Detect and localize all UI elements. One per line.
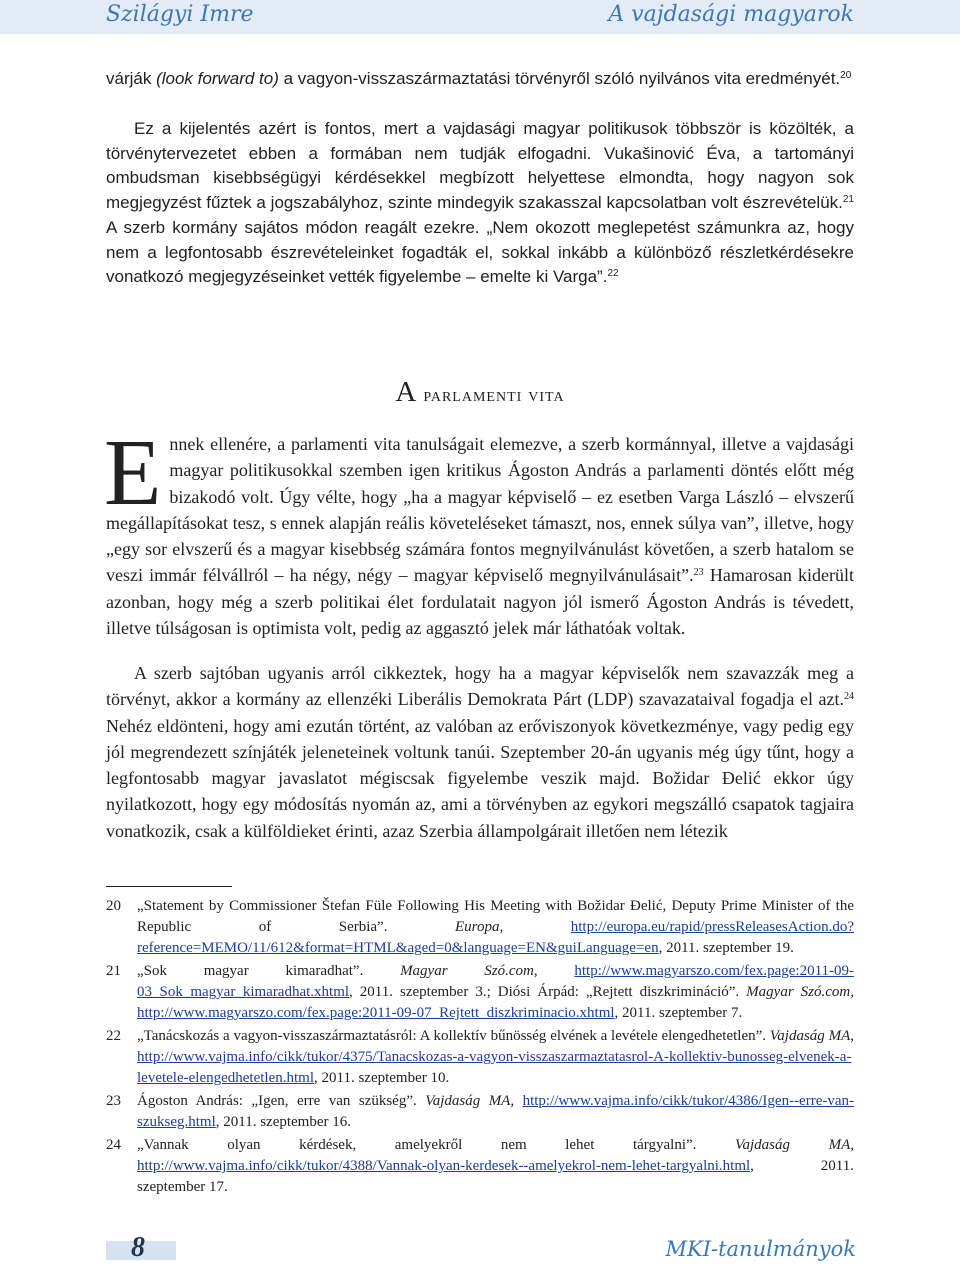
page-number: 8 [131,1232,145,1263]
footnote-22-link[interactable]: http://www.vajma.info/cikk/tukor/4375/Tanacskozas-a-vagyon-visszaszarmaztatasrol-A-kollektiv-bunosseg-elvenek-a-levetele-elengedhetetlen.html [137,1049,852,1086]
header-title: A vajdasági magyarok [608,2,854,27]
footnote-divider [106,886,232,887]
footnotes [106,896,854,1200]
footnote-ref-20[interactable]: 20 [840,70,852,81]
footnote-22: 22 „Tanácskozás a vagyon-visszaszármaztatásról: A kollektív bűnösség elvének a levétele elengedhetetlen”. Vajdaság MA, http://www.vajma.info/cikk/tukor/4375/Tanacskozas-a-vagyon-visszaszarmaztatasrol-A-kollektiv-bunosseg-elvenek-a-levetele-elengedhetetlen.html, 2011. szeptember 10. [106,1028,854,1086]
footnote-ref-24[interactable]: 24 [844,691,854,703]
footnote-23: 23 Ágoston András: „Igen, erre van szükség”. Vajdaság MA, http://www.vajma.info/cikk/tukor/4386/Igen--erre-van-szukseg.html, 2011. szeptember 16. [106,1093,855,1130]
paragraph-1: várják (look forward to) a vagyon-visszaszármaztatási törvényről szóló nyilvános vita eredményét.$^{20}$ [106,69,852,88]
paragraph-4: A szerb sajtóban ugyanis arról cikkeztek, hogy ha a magyar képviselők nem szavazzák meg a törvényt, akkor a kormány az ellenzéki Liberális Demokrata Párt (LDP) szavazataival fogadja el azt.$^{24}$ Nehéz eldönteni, hogy ami ezután történt, az valóban az erőviszonyok következménye, vagy pedig egy jól megrendezett színjáték jeleneteinek voltunk tanúi. Szeptember 20-án ugyanis még úgy tűnt, hogy a legfontosabb magyar javaslatot mégiscsak figyelembe veszik majd. Božidar Đelić ekkor úgy nyilatkozott, hogy egy módosítás nyomán az, ami a törvényben az egykori megszálló csapatok tagjaira vonatkozik, csak a külföldieket érinti, azaz Szerbia állampolgárait illetően nem létezik [106,663,854,841]
footer-publisher: MKI-tanulmányok [665,1237,856,1261]
footnote-ref-22[interactable]: 22 [607,268,619,280]
footnote-21: 21 „Sok magyar kimaradhat”. Magyar Szó.com, http://www.magyarszo.com/fex.page:2011-09-03_Sok_magyar_kimaradhat.xhtml, 2011. szeptember 3.; Diósi Árpád: „Rejtett diszkrimináció”. Magyar Szó.com, http://www.magyarszo.com/fex.page:2011-09-07_Rejtett_diszkriminacio.xhtml, 2011. szeptember 7. [106,963,855,1021]
footnote-21-link[interactable]: http://www.magyarszo.com/fex.page:2011-09-03_Sok_magyar_kimaradhat.xhtml [137,963,855,1000]
footnote-24-link[interactable]: http://www.vajma.info/cikk/tukor/4388/Vannak-olyan-kerdesek--amelyekrol-nem-lehet-targyalni.html [137,1158,751,1174]
paragraph-2: Ez a kijelentés azért is fontos, mert a vajdasági magyar politikusok többször is közölték, a törvénytervezetet ebben a formában nem tudják elfogadni. Vukašinović Éva, a tartományi ombudsman kisebbségügyi kérdésekkel megbízott helyettese elmondta, hogy nagyon sok megjegyzést fűztek a jogszabályhoz, szinte mindegyik szakasszal kapcsolatban volt észrevételük.$^{21}$ A szerb kormány sajátos módon reagált ezekre. „Nem okozott meglepetést számunkra az, hogy nem a legfontosabb észrevételeinket fogadták el, sokkal inkább a különböző részletkérdésekre vonatkozó megjegyzéseinket vették figyelembe – emelte ki Varga”.$^{22}$ [106,119,854,287]
footnote-24: 24 „Vannak olyan kérdések, amelyekről nem lehet tárgyalni”. Vajdaság MA, http://www.vajma.info/cikk/tukor/4388/Vannak-olyan-kerdesek--amelyekrol-nem-lehet-targyalni.html, 2011. szeptember 17. [106,1137,854,1195]
paragraph-3: Ennek ellenére, a parlamenti vita tanulságait elemezve, a szerb kormánnyal, illetve a vajdasági magyar politikusokkal szemben igen kritikus Ágoston András a parlamenti döntés előtt még bizakodó volt. Úgy vélte, hogy „ha a magyar képviselő – ez esetben Varga László – elvszerű megállapításokat tesz, s ennek alapján reális követeléseket támaszt, nos, ennek súlya van”, illetve, hogy „egy sor elvszerű és a magyar kisebbség számára fontos megnyilvánulást követően, a szerb hatalom se veszi immár félvállról – ha négy, négy – magyar képviselő megnyilvánulásait”.$^{23}$ Hamarosan kiderült azonban, hogy még a szerb politikai élet fordulatait nagyon jól ismerő Ágoston András is tévedett, illetve túlságosan is optimista volt, pedig az aggasztó jelek már láthatóak voltak. [104,421,855,639]
footnote-21-link-2[interactable]: http://www.magyarszo.com/fex.page:2011-09-07_Rejtett_diszkriminacio.xhtml [137,1005,615,1021]
footnote-23-link[interactable]: http://www.vajma.info/cikk/tukor/4386/Igen--erre-van-szukseg.html [137,1093,855,1130]
footnote-20: 20 „Statement by Commissioner Štefan Füle Following His Meeting with Božidar Đelić, Deputy Prime Minister of the Republic of Serbia”. Europa, http://europa.eu/rapid/pressReleasesAction.do?reference=MEMO/11/612&format=HTML&aged=0&language=EN&guiLanguage=en, 2011. szeptember 19. [106,898,854,956]
footnote-ref-23[interactable]: 23 [693,567,704,579]
running-header [0,0,960,34]
section-title: A parlamenti vita [395,376,565,408]
footnote-ref-21[interactable]: 21 [842,194,854,206]
english-gloss: (look forward to) [156,69,279,88]
footnote-20-link[interactable]: http://europa.eu/rapid/pressReleasesAction.do?reference=MEMO/11/612&format=HTML&aged=0&language=EN&guiLanguage=en [137,919,854,956]
drop-cap: E [104,421,162,525]
header-author: Szilágyi Imre [106,2,254,27]
